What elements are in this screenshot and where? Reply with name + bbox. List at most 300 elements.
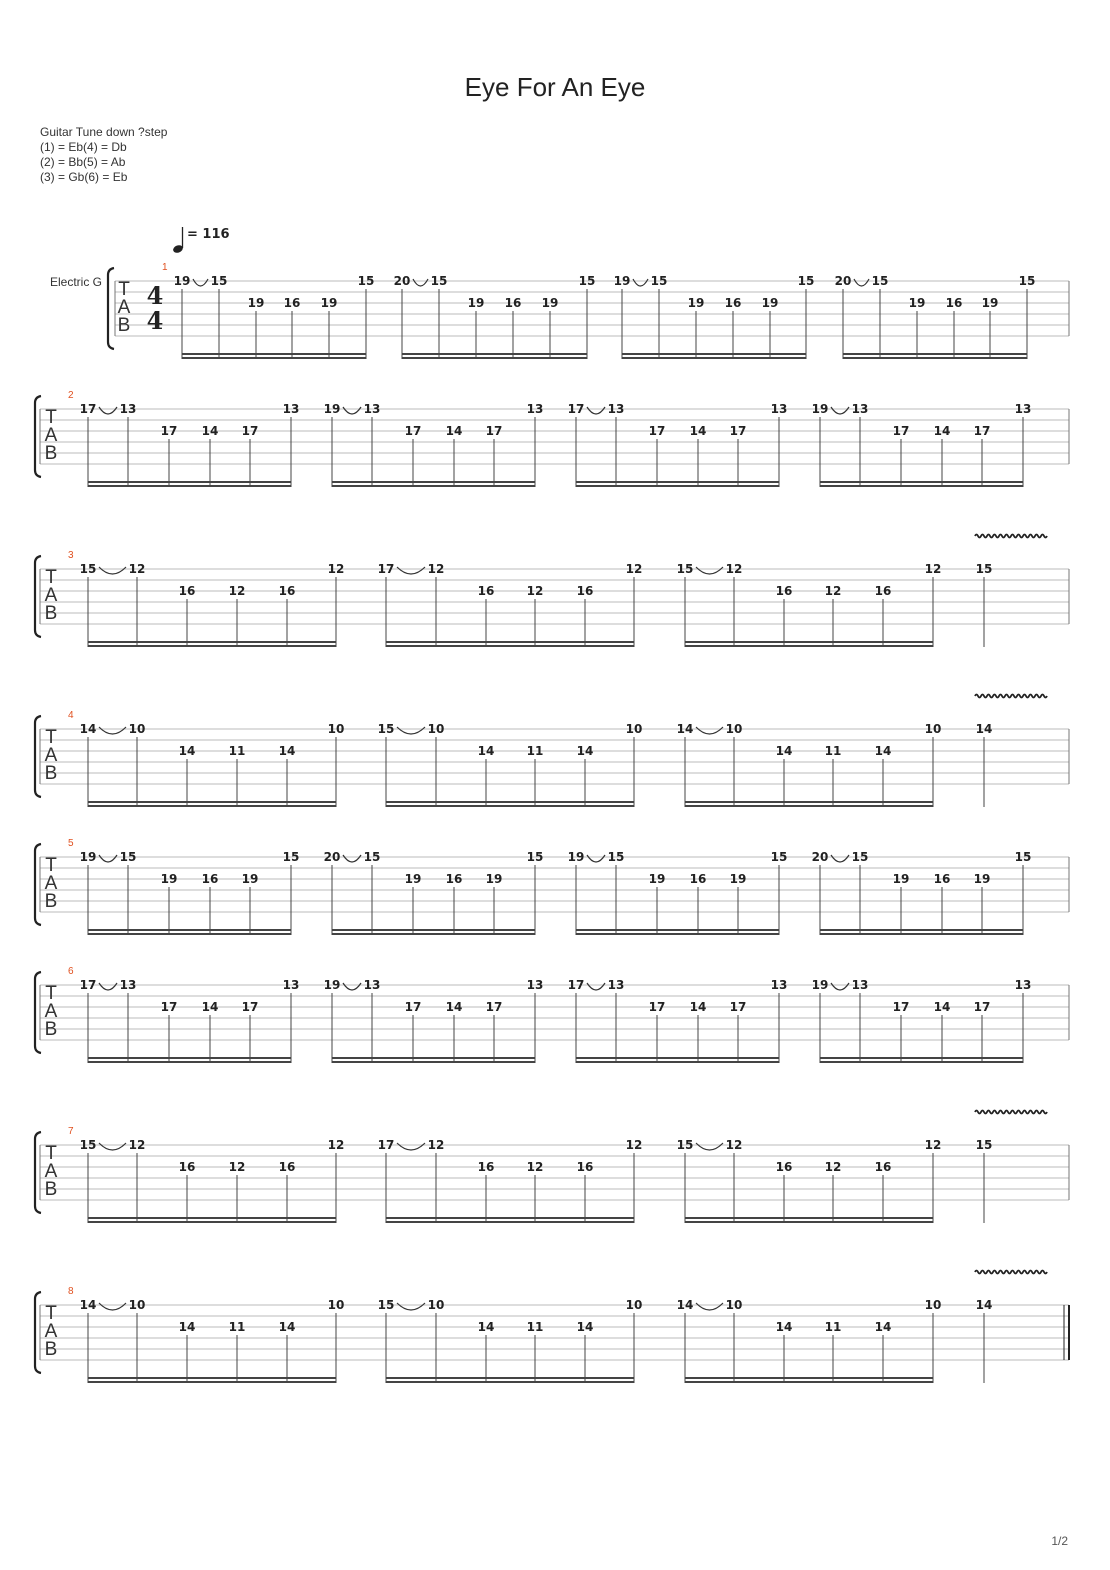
fret-number: 14 — [676, 1298, 694, 1312]
beam-primary — [332, 1057, 535, 1059]
fret-number: 16 — [201, 872, 219, 886]
beam-primary — [332, 929, 535, 931]
fret-number: 16 — [477, 1160, 495, 1174]
fret-number: 17 — [729, 424, 747, 438]
fret-number: 19 — [648, 872, 666, 886]
fret-number: 19 — [908, 296, 926, 310]
fret-number: 14 — [178, 1320, 196, 1334]
fret-number: 17 — [160, 424, 178, 438]
slur-tie — [99, 983, 117, 990]
fret-number: 13 — [119, 402, 137, 416]
fret-number: 14 — [775, 744, 793, 758]
fret-number: 10 — [327, 722, 345, 736]
beam-secondary — [88, 1061, 291, 1063]
beam-primary — [576, 1057, 779, 1059]
fret-number: 17 — [377, 1138, 395, 1152]
fret-number: 14 — [178, 744, 196, 758]
beam-primary — [88, 1377, 336, 1379]
beam-secondary — [88, 1221, 336, 1223]
fret-number: 14 — [576, 1320, 594, 1334]
fret-number: 20 — [834, 274, 852, 288]
fret-number: 13 — [363, 978, 381, 992]
tuning-line: (1) = Eb(4) = Db — [40, 140, 127, 154]
tab-clef-letter: A — [44, 1161, 58, 1182]
fret-number: 19 — [173, 274, 191, 288]
tuning-line: (3) = Gb(6) = Eb — [40, 170, 128, 184]
fret-number: 15 — [377, 1298, 395, 1312]
beam-secondary — [402, 357, 587, 359]
tab-clef-letter: B — [44, 603, 58, 624]
fret-number: 10 — [924, 722, 942, 736]
fret-number: 19 — [160, 872, 178, 886]
beam-primary — [843, 353, 1027, 355]
measure-number: 2 — [68, 390, 74, 401]
fret-number: 15 — [676, 562, 694, 576]
slur-tie — [413, 279, 428, 286]
beam-primary — [576, 929, 779, 931]
beam-secondary — [576, 933, 779, 935]
tab-clef-letter: T — [45, 1143, 57, 1164]
fret-number: 10 — [427, 722, 445, 736]
fret-number: 19 — [892, 872, 910, 886]
fret-number: 12 — [924, 1138, 942, 1152]
fret-number: 15 — [607, 850, 625, 864]
tab-clef-letter: T — [45, 567, 57, 588]
beam-secondary — [820, 1061, 1023, 1063]
fret-number: 17 — [241, 424, 259, 438]
slur-tie — [397, 567, 425, 574]
fret-number: 13 — [526, 402, 544, 416]
fret-number: 16 — [689, 872, 707, 886]
beam-secondary — [685, 645, 933, 647]
fret-number: 14 — [445, 424, 463, 438]
fret-number: 15 — [1014, 850, 1032, 864]
measure-number: 7 — [68, 1126, 74, 1137]
fret-number: 19 — [247, 296, 265, 310]
fret-number: 19 — [404, 872, 422, 886]
vibrato-mark — [975, 695, 1047, 698]
fret-number: 10 — [625, 722, 643, 736]
fret-number: 10 — [725, 722, 743, 736]
slur-tie — [831, 407, 849, 414]
time-signature-denominator: 4 — [146, 306, 164, 335]
fret-number: 10 — [625, 1298, 643, 1312]
beam-primary — [88, 641, 336, 643]
tuning-line: (2) = Bb(5) = Ab — [40, 155, 126, 169]
fret-number: 19 — [973, 872, 991, 886]
slur-tie — [397, 1143, 425, 1150]
slur-tie — [99, 1143, 126, 1150]
fret-number: 10 — [327, 1298, 345, 1312]
beam-secondary — [88, 805, 336, 807]
beam-primary — [182, 353, 366, 355]
fret-number: 15 — [676, 1138, 694, 1152]
fret-number: 16 — [874, 584, 892, 598]
fret-number: 17 — [485, 1000, 503, 1014]
fret-number: 13 — [119, 978, 137, 992]
fret-number: 14 — [689, 424, 707, 438]
beam-primary — [402, 353, 587, 355]
fret-number: 16 — [724, 296, 742, 310]
slur-tie — [343, 983, 361, 990]
fret-number: 16 — [874, 1160, 892, 1174]
beam-primary — [820, 1057, 1023, 1059]
beam-primary — [820, 481, 1023, 483]
fret-number: 12 — [228, 584, 246, 598]
fret-number: 16 — [945, 296, 963, 310]
fret-number: 13 — [770, 978, 788, 992]
tab-clef-letter: A — [44, 585, 58, 606]
beam-primary — [332, 481, 535, 483]
fret-number: 17 — [892, 1000, 910, 1014]
beam-secondary — [622, 357, 806, 359]
fret-number: 17 — [648, 1000, 666, 1014]
beam-secondary — [88, 1381, 336, 1383]
fret-number: 12 — [526, 584, 544, 598]
fret-number: 15 — [975, 562, 993, 576]
slur-tie — [831, 983, 849, 990]
fret-number: 11 — [526, 744, 544, 758]
fret-number: 10 — [128, 1298, 146, 1312]
fret-number: 12 — [526, 1160, 544, 1174]
fret-number: 13 — [770, 402, 788, 416]
fret-number: 14 — [201, 1000, 219, 1014]
fret-number: 13 — [851, 402, 869, 416]
fret-number: 15 — [797, 274, 815, 288]
beam-secondary — [820, 485, 1023, 487]
tab-clef-letter: B — [44, 1179, 58, 1200]
beam-secondary — [88, 485, 291, 487]
fret-number: 14 — [874, 1320, 892, 1334]
fret-number: 12 — [427, 562, 445, 576]
fret-number: 15 — [851, 850, 869, 864]
fret-number: 19 — [811, 978, 829, 992]
tab-clef-letter: T — [118, 279, 130, 300]
fret-number: 10 — [128, 722, 146, 736]
beam-secondary — [386, 805, 634, 807]
fret-number: 12 — [128, 562, 146, 576]
beam-primary — [576, 481, 779, 483]
fret-number: 13 — [363, 402, 381, 416]
fret-number: 20 — [811, 850, 829, 864]
fret-number: 11 — [824, 744, 842, 758]
fret-number: 10 — [427, 1298, 445, 1312]
fret-number: 12 — [427, 1138, 445, 1152]
fret-number: 15 — [430, 274, 448, 288]
slur-tie — [193, 279, 208, 286]
beam-primary — [386, 641, 634, 643]
tab-clef-letter: T — [45, 983, 57, 1004]
fret-number: 17 — [404, 424, 422, 438]
fret-number: 15 — [377, 722, 395, 736]
measure-number: 6 — [68, 966, 74, 977]
beam-secondary — [182, 357, 366, 359]
vibrato-mark — [975, 535, 1047, 538]
fret-number: 12 — [128, 1138, 146, 1152]
fret-number: 17 — [485, 424, 503, 438]
staff-bracket — [108, 268, 114, 349]
fret-number: 16 — [477, 584, 495, 598]
slur-tie — [633, 279, 648, 286]
fret-number: 17 — [241, 1000, 259, 1014]
slur-tie — [587, 983, 605, 990]
measure-number: 3 — [68, 550, 74, 561]
fret-number: 19 — [541, 296, 559, 310]
fret-number: 15 — [79, 1138, 97, 1152]
fret-number: 13 — [607, 978, 625, 992]
measure-number: 1 — [162, 262, 168, 273]
fret-number: 19 — [241, 872, 259, 886]
fret-number: 17 — [973, 1000, 991, 1014]
fret-number: 19 — [761, 296, 779, 310]
beam-secondary — [386, 645, 634, 647]
fret-number: 15 — [119, 850, 137, 864]
fret-number: 19 — [811, 402, 829, 416]
tab-clef-letter: B — [44, 443, 58, 464]
slur-tie — [696, 567, 723, 574]
fret-number: 17 — [160, 1000, 178, 1014]
fret-number: 12 — [725, 562, 743, 576]
fret-number: 12 — [824, 1160, 842, 1174]
fret-number: 14 — [874, 744, 892, 758]
tab-clef-letter: A — [44, 745, 58, 766]
tab-clef-letter: A — [44, 425, 58, 446]
fret-number: 19 — [323, 402, 341, 416]
fret-number: 19 — [613, 274, 631, 288]
tab-clef-letter: B — [44, 891, 58, 912]
tab-clef-letter: B — [44, 1019, 58, 1040]
fret-number: 16 — [283, 296, 301, 310]
beam-secondary — [386, 1221, 634, 1223]
fret-number: 13 — [1014, 978, 1032, 992]
beam-secondary — [576, 1061, 779, 1063]
fret-number: 17 — [892, 424, 910, 438]
slur-tie — [343, 407, 361, 414]
beam-primary — [622, 353, 806, 355]
fret-number: 14 — [689, 1000, 707, 1014]
fret-number: 16 — [504, 296, 522, 310]
fret-number: 14 — [278, 1320, 296, 1334]
tab-clef-letter: A — [44, 873, 58, 894]
beam-secondary — [88, 645, 336, 647]
tab-clef-letter: A — [44, 1321, 58, 1342]
fret-number: 19 — [729, 872, 747, 886]
beam-secondary — [685, 805, 933, 807]
fret-number: 16 — [178, 1160, 196, 1174]
slur-tie — [397, 727, 425, 734]
tempo-marking: = 116 — [187, 227, 230, 242]
fret-number: 12 — [625, 562, 643, 576]
slur-tie — [397, 1303, 425, 1310]
slur-tie — [696, 727, 723, 734]
fret-number: 14 — [933, 424, 951, 438]
beam-primary — [88, 929, 291, 931]
fret-number: 14 — [477, 1320, 495, 1334]
measure-number: 8 — [68, 1286, 74, 1297]
fret-number: 12 — [824, 584, 842, 598]
fret-number: 14 — [933, 1000, 951, 1014]
beam-secondary — [576, 485, 779, 487]
beam-secondary — [332, 933, 535, 935]
fret-number: 16 — [278, 584, 296, 598]
beam-secondary — [332, 1061, 535, 1063]
slur-tie — [99, 407, 117, 414]
tab-clef-letter: A — [117, 297, 131, 318]
slur-tie — [696, 1303, 723, 1310]
slur-tie — [99, 727, 126, 734]
fret-number: 13 — [1014, 402, 1032, 416]
fret-number: 20 — [323, 850, 341, 864]
fret-number: 15 — [871, 274, 889, 288]
tab-clef-letter: T — [45, 855, 57, 876]
fret-number: 15 — [363, 850, 381, 864]
fret-number: 15 — [650, 274, 668, 288]
measure-number: 4 — [68, 710, 74, 721]
fret-number: 14 — [477, 744, 495, 758]
fret-number: 16 — [178, 584, 196, 598]
fret-number: 16 — [933, 872, 951, 886]
instrument-name: Electric G — [50, 275, 103, 289]
fret-number: 14 — [79, 1298, 97, 1312]
fret-number: 15 — [578, 274, 596, 288]
beam-secondary — [332, 485, 535, 487]
fret-number: 13 — [282, 402, 300, 416]
time-signature-numerator: 4 — [146, 281, 164, 310]
tab-clef-letter: T — [45, 727, 57, 748]
fret-number: 20 — [393, 274, 411, 288]
slur-tie — [99, 1303, 126, 1310]
fret-number: 16 — [775, 1160, 793, 1174]
fret-number: 14 — [79, 722, 97, 736]
fret-number: 16 — [278, 1160, 296, 1174]
fret-number: 14 — [445, 1000, 463, 1014]
beam-secondary — [88, 933, 291, 935]
beam-secondary — [843, 357, 1027, 359]
slur-tie — [99, 567, 126, 574]
tab-clef-letter: B — [44, 1339, 58, 1360]
fret-number: 14 — [676, 722, 694, 736]
beam-secondary — [820, 933, 1023, 935]
fret-number: 16 — [775, 584, 793, 598]
fret-number: 17 — [648, 424, 666, 438]
slur-tie — [831, 855, 849, 862]
measure-number: 5 — [68, 838, 74, 849]
page-number: 1/2 — [1051, 1534, 1068, 1548]
beam-primary — [88, 1057, 291, 1059]
slur-tie — [99, 855, 117, 862]
fret-number: 19 — [467, 296, 485, 310]
beam-primary — [820, 929, 1023, 931]
fret-number: 14 — [576, 744, 594, 758]
fret-number: 10 — [924, 1298, 942, 1312]
fret-number: 19 — [567, 850, 585, 864]
tab-clef-letter: B — [44, 763, 58, 784]
fret-number: 17 — [79, 402, 97, 416]
fret-number: 14 — [201, 424, 219, 438]
beam-primary — [88, 481, 291, 483]
beam-primary — [386, 1217, 634, 1219]
fret-number: 11 — [228, 1320, 246, 1334]
slur-tie — [343, 855, 361, 862]
fret-number: 17 — [377, 562, 395, 576]
fret-number: 16 — [445, 872, 463, 886]
tab-clef-letter: T — [45, 1303, 57, 1324]
fret-number: 12 — [725, 1138, 743, 1152]
vibrato-mark — [975, 1111, 1047, 1114]
beam-primary — [685, 801, 933, 803]
fret-number: 15 — [282, 850, 300, 864]
beam-primary — [88, 1217, 336, 1219]
fret-number: 12 — [924, 562, 942, 576]
fret-number: 14 — [775, 1320, 793, 1334]
fret-number: 13 — [526, 978, 544, 992]
slur-tie — [587, 855, 605, 862]
fret-number: 14 — [975, 1298, 993, 1312]
beam-primary — [88, 801, 336, 803]
beam-secondary — [386, 1381, 634, 1383]
tab-clef-letter: T — [45, 407, 57, 428]
fret-number: 12 — [625, 1138, 643, 1152]
beam-secondary — [685, 1221, 933, 1223]
beam-secondary — [685, 1381, 933, 1383]
fret-number: 15 — [79, 562, 97, 576]
fret-number: 16 — [576, 1160, 594, 1174]
fret-number: 15 — [770, 850, 788, 864]
tuning-heading: Guitar Tune down ?step — [40, 125, 168, 139]
tab-clef-letter: A — [44, 1001, 58, 1022]
fret-number: 17 — [567, 402, 585, 416]
fret-number: 11 — [824, 1320, 842, 1334]
beam-primary — [685, 641, 933, 643]
fret-number: 19 — [981, 296, 999, 310]
slur-tie — [854, 279, 869, 286]
fret-number: 17 — [404, 1000, 422, 1014]
beam-primary — [685, 1377, 933, 1379]
fret-number: 14 — [278, 744, 296, 758]
fret-number: 11 — [526, 1320, 544, 1334]
fret-number: 15 — [1018, 274, 1036, 288]
fret-number: 11 — [228, 744, 246, 758]
fret-number: 15 — [210, 274, 228, 288]
fret-number: 17 — [567, 978, 585, 992]
fret-number: 12 — [327, 1138, 345, 1152]
fret-number: 16 — [576, 584, 594, 598]
fret-number: 12 — [327, 562, 345, 576]
fret-number: 15 — [526, 850, 544, 864]
beam-primary — [386, 1377, 634, 1379]
slur-tie — [587, 407, 605, 414]
fret-number: 13 — [282, 978, 300, 992]
song-title: Eye For An Eye — [464, 72, 646, 102]
fret-number: 19 — [79, 850, 97, 864]
fret-number: 17 — [79, 978, 97, 992]
fret-number: 19 — [485, 872, 503, 886]
slur-tie — [696, 1143, 723, 1150]
fret-number: 19 — [320, 296, 338, 310]
fret-number: 17 — [729, 1000, 747, 1014]
fret-number: 19 — [323, 978, 341, 992]
beam-primary — [386, 801, 634, 803]
fret-number: 15 — [357, 274, 375, 288]
fret-number: 13 — [607, 402, 625, 416]
fret-number: 13 — [851, 978, 869, 992]
fret-number: 15 — [975, 1138, 993, 1152]
fret-number: 17 — [973, 424, 991, 438]
tab-clef-letter: B — [117, 315, 131, 336]
beam-primary — [685, 1217, 933, 1219]
fret-number: 14 — [975, 722, 993, 736]
fret-number: 19 — [687, 296, 705, 310]
